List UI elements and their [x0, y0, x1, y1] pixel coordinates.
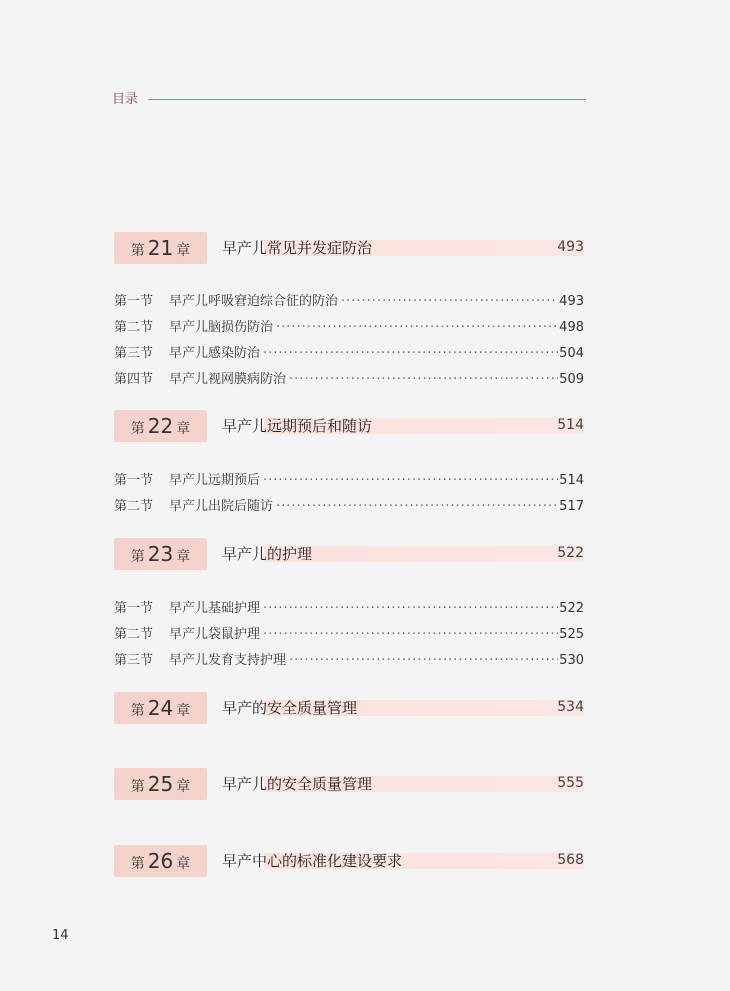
section-entry[interactable]: [114, 599, 584, 619]
chapter-number: 25: [147, 772, 174, 796]
section-page: 498: [559, 320, 584, 335]
section-title: 早产儿出院后随访: [169, 499, 274, 514]
chapter-label-prefix: 第: [130, 243, 145, 259]
chapter-24[interactable]: [114, 692, 584, 724]
section-page: 517: [559, 499, 584, 514]
section-page: 522: [559, 601, 584, 616]
dot-leader: [263, 471, 558, 491]
chapter-page: 555: [557, 775, 584, 791]
chapter-number: 22: [147, 414, 174, 438]
section-label: 第四节: [114, 372, 154, 387]
dot-leader: [263, 344, 558, 364]
chapter-label-prefix: 第: [130, 703, 145, 719]
chapter-26[interactable]: [114, 845, 584, 877]
section-entry[interactable]: [114, 471, 584, 491]
chapter-badge: [114, 692, 207, 724]
section-entry[interactable]: [114, 344, 584, 364]
chapter-title: 早产儿的安全质量管理: [222, 775, 373, 793]
chapter-page: 568: [557, 852, 584, 868]
chapter-page: 522: [557, 545, 584, 561]
section-label: 第一节: [114, 294, 154, 309]
section-label: 第二节: [114, 499, 154, 514]
chapter-title: 早产儿常见并发症防治: [222, 239, 373, 257]
chapter-title: 早产儿的护理: [222, 545, 313, 563]
section-label: 第三节: [114, 346, 154, 361]
chapter-23[interactable]: [114, 538, 584, 570]
section-title: 早产儿发育支持护理: [169, 653, 287, 668]
chapter-page: 514: [557, 417, 584, 433]
chapter-page: 534: [557, 699, 584, 715]
chapter-label-suffix: 章: [176, 243, 191, 259]
section-entry[interactable]: [114, 318, 584, 338]
section-title: 早产儿脑损伤防治: [169, 320, 274, 335]
section-entry[interactable]: [114, 651, 584, 671]
dot-leader: [263, 625, 558, 645]
chapter-label-prefix: 第: [130, 549, 145, 565]
header-divider: [148, 99, 586, 100]
chapter-title: 早产的安全质量管理: [222, 699, 358, 717]
chapter-number: 26: [147, 849, 174, 873]
chapter-badge: [114, 232, 207, 264]
chapter-title: 早产儿远期预后和随访: [222, 417, 373, 435]
chapter-number: 23: [147, 542, 174, 566]
chapter-page: 493: [557, 239, 584, 255]
section-entry[interactable]: [114, 370, 584, 390]
chapter-number: 24: [147, 696, 174, 720]
section-page: 514: [559, 473, 584, 488]
chapter-label-suffix: 章: [176, 856, 191, 872]
section-page: 509: [559, 372, 584, 387]
section-label: 第二节: [114, 627, 154, 642]
chapter-number: 21: [147, 236, 174, 260]
dot-leader: [289, 370, 558, 390]
chapter-22[interactable]: [114, 410, 584, 442]
chapter-badge: [114, 768, 207, 800]
chapter-label-suffix: 章: [176, 703, 191, 719]
page-number: 14: [52, 928, 69, 943]
section-entry[interactable]: [114, 292, 584, 312]
section-page: 530: [559, 653, 584, 668]
section-title: 早产儿感染防治: [169, 346, 261, 361]
section-entry[interactable]: [114, 497, 584, 517]
section-title: 早产儿袋鼠护理: [169, 627, 261, 642]
chapter-21[interactable]: [114, 232, 584, 264]
dot-leader: [289, 651, 558, 671]
chapter-label-prefix: 第: [130, 779, 145, 795]
chapter-label-suffix: 章: [176, 549, 191, 565]
chapter-label-suffix: 章: [176, 779, 191, 795]
dot-leader: [341, 292, 558, 312]
section-label: 第一节: [114, 473, 154, 488]
chapter-label-suffix: 章: [176, 421, 191, 437]
chapter-badge: [114, 410, 207, 442]
chapter-25[interactable]: [114, 768, 584, 800]
section-title: 早产儿视网膜病防治: [169, 372, 287, 387]
section-title: 早产儿远期预后: [169, 473, 261, 488]
toc-header: [112, 90, 586, 110]
chapter-badge: [114, 538, 207, 570]
chapter-badge: [114, 845, 207, 877]
dot-leader: [276, 318, 558, 338]
toc-header-title: 目录: [112, 92, 139, 107]
section-page: 493: [559, 294, 584, 309]
chapter-label-prefix: 第: [130, 856, 145, 872]
section-label: 第三节: [114, 653, 154, 668]
chapter-label-prefix: 第: [130, 421, 145, 437]
section-label: 第二节: [114, 320, 154, 335]
section-page: 504: [559, 346, 584, 361]
chapter-title: 早产中心的标准化建设要求: [222, 852, 403, 870]
section-page: 525: [559, 627, 584, 642]
section-label: 第一节: [114, 601, 154, 616]
section-entry[interactable]: [114, 625, 584, 645]
section-title: 早产儿呼吸窘迫综合征的防治: [169, 294, 339, 309]
section-title: 早产儿基础护理: [169, 601, 261, 616]
dot-leader: [276, 497, 558, 517]
dot-leader: [263, 599, 558, 619]
